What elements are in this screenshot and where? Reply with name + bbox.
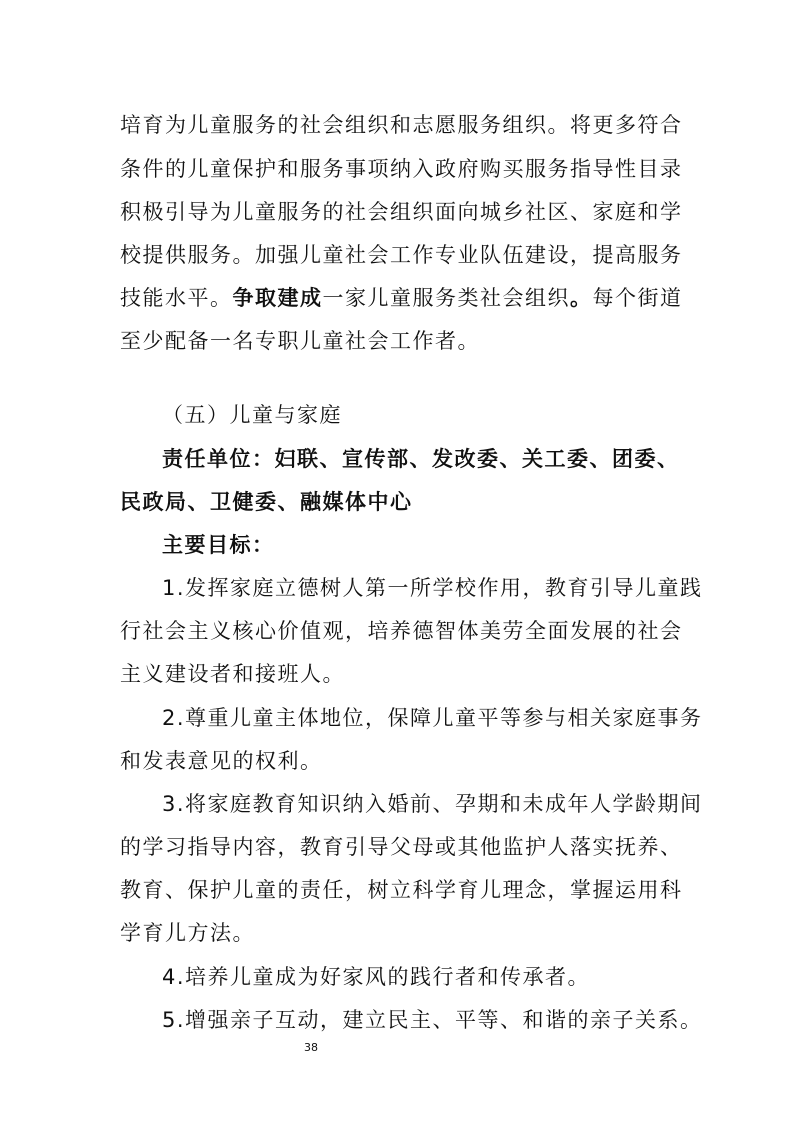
responsible-units-line: 民政局、卫健委、融媒体中心 [120,490,413,514]
goal-line: 教育、保护儿童的责任，树立科学育儿理念，掌握运用科 [120,878,683,902]
bold-text-span: 争取建成 [232,286,323,310]
goal-line: 5.增强亲子互动，建立民主、平等、和谐的亲子关系。 [162,1008,703,1032]
paragraph-line: 校提供服务。加强儿童社会工作专业队伍建设，提高服务 [120,243,683,267]
paragraph-line-mixed [120,283,683,313]
goal-line: 3.将家庭教育知识纳入婚前、孕期和未成年人学龄期间 [162,792,703,816]
text-span: 每个街道 [592,286,683,310]
paragraph-line: 至少配备一名专职儿童社会工作者。 [120,329,480,353]
text-span: 技能水平。 [120,286,233,310]
goal-line: 1.发挥家庭立德树人第一所学校作用，教育引导儿童践 [162,576,703,600]
paragraph-line: 培育为儿童服务的社会组织和志愿服务组织。将更多符合 [120,113,683,137]
goal-line: 主义建设者和接班人。 [120,662,345,686]
bold-punctuation: 。 [570,286,593,310]
text-span: 一家儿童服务类社会组织 [322,286,570,310]
goal-line: 4.培养儿童成为好家风的践行者和传承者。 [162,965,591,989]
goal-line: 的学习指导内容，教育引导父母或其他监护人落实抚养、 [120,835,683,859]
paragraph-line: 条件的儿童保护和服务事项纳入政府购买服务指导性目录 [120,157,683,181]
goals-heading: 主要目标： [162,533,275,557]
paragraph-line: 积极引导为儿童服务的社会组织面向城乡社区、家庭和学 [120,200,683,224]
page-number: 38 [304,1041,318,1054]
goal-line: 行社会主义核心价值观，培养德智体美劳全面发展的社会 [120,619,683,643]
goal-line: 和发表意见的权利。 [120,749,323,773]
goal-line: 2.尊重儿童主体地位，保障儿童平等参与相关家庭事务 [162,706,703,730]
goal-line: 学育儿方法。 [120,921,255,945]
responsible-units-line: 责任单位：妇联、宣传部、发改委、关工委、团委、 [162,447,680,471]
section-heading: （五）儿童与家庭 [162,403,342,427]
